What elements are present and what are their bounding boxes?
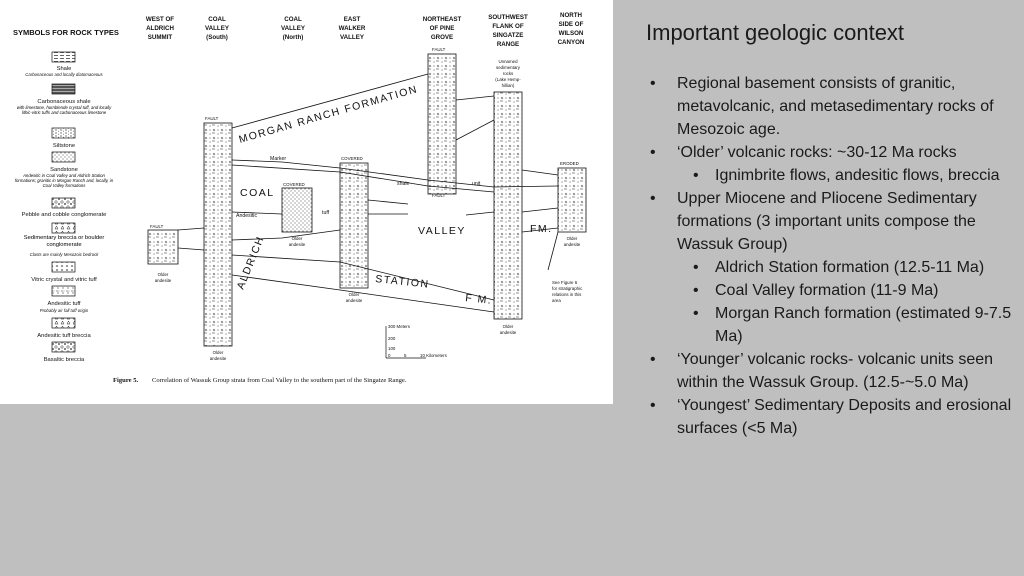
legend-label: Siltstone <box>52 143 76 149</box>
scale-label: 300 Meters <box>388 324 410 329</box>
legend <box>12 52 116 363</box>
legend-note: Carbonaceous and locally diatomaceous <box>25 72 103 77</box>
bullet-text: ‘Younger’ volcanic rocks- volcanic units seen within the Wassuk Group. (12.5-~5.0 Ma) <box>677 351 994 391</box>
unnamed-label: hillian) <box>501 83 515 88</box>
bullet-item <box>630 394 1015 440</box>
column-header: WILSON <box>558 30 584 37</box>
legend-swatch-andesitic-tuff-breccia <box>52 318 75 328</box>
legend-swatch-siltstone <box>52 128 75 138</box>
column-header: VALLEY <box>340 34 364 41</box>
unnamed-label: Unnamed <box>498 59 518 64</box>
scale-label: 0 <box>388 353 391 358</box>
legend-swatch-conglomerate <box>52 198 75 208</box>
eroded-label: ERODED <box>560 161 579 166</box>
legend-swatch-sandstone <box>52 152 75 162</box>
fault-label: FAULT <box>432 193 446 198</box>
column-header: COAL <box>284 16 302 23</box>
slide-text-panel <box>630 14 1015 564</box>
unnamed-label: (Lake Hemp- <box>495 77 521 82</box>
station-label: STATION <box>374 273 431 291</box>
legend-note: Clasts are mainly Mesozoic bedrock <box>29 252 99 257</box>
legend-label: Sandstone <box>50 167 78 173</box>
column-coal-valley-north <box>282 188 312 232</box>
column-header: (North) <box>282 34 304 41</box>
legend-title: SYMBOLS FOR ROCK TYPES <box>13 28 119 37</box>
scale-bar <box>386 324 448 358</box>
fault-label: FAULT <box>432 47 446 52</box>
sub-bullet-item <box>677 302 1015 348</box>
andesitic-label: Andesitic <box>236 213 258 219</box>
scale-label: 200 <box>388 336 396 341</box>
column-header: SINGATZE <box>492 32 524 39</box>
legend-label: Carbonaceous shale <box>37 99 91 105</box>
legend-label: Sedimentary breccia or boulder conglomerate <box>23 235 105 248</box>
covered-label: COVERED <box>341 156 363 161</box>
column-east-walker <box>340 163 368 288</box>
scale-label: 5 <box>404 353 407 358</box>
correlation-diagram <box>0 0 613 404</box>
sub-bullet-item <box>677 164 1015 187</box>
shale-label: shale <box>397 181 410 187</box>
coal-label: COAL <box>240 187 275 199</box>
morgan-ranch-label: MORGAN RANCH FORMATION <box>237 83 420 146</box>
andesite-label: andesite <box>209 356 227 361</box>
andesite-label: andesite <box>154 278 172 283</box>
legend-label: Vitric crystal and vitric tuff <box>31 277 97 283</box>
bullet-text: Regional basement consists of granitic, metavolcanic, and metasedimentary rocks of Mesozoic age. <box>677 75 994 138</box>
legend-swatch-shale <box>52 52 75 62</box>
column-header: NORTH <box>560 12 582 19</box>
column-header: COAL <box>208 16 226 23</box>
column-coal-valley-south <box>204 123 232 346</box>
unit-label: unit <box>472 181 481 187</box>
legend-note: Probably air fall tuff origin <box>39 308 89 313</box>
legend-swatch-carbonaceous-shale <box>52 84 75 94</box>
unnamed-label: rocks <box>502 71 514 76</box>
legend-label: Basaltic breccia <box>43 357 85 363</box>
bullet-list <box>630 72 1015 440</box>
bullet-item <box>630 348 1015 394</box>
bullet-item <box>630 187 1015 348</box>
column-header: (South) <box>206 34 228 41</box>
andesite-label: andesite <box>288 242 306 247</box>
older-label: Older <box>566 236 578 241</box>
older-label: Older <box>157 272 169 277</box>
scale-label: 10 Kilometers <box>420 353 447 358</box>
column-west-aldrich <box>148 230 178 264</box>
column-header: OF PINE <box>429 25 455 32</box>
valley-label: VALLEY <box>418 225 466 237</box>
caption-label: Figure 5. <box>113 377 139 384</box>
bullet-text: Upper Miocene and Pliocene Sedimentary formations (3 important units compose the Wassuk Group) <box>677 190 977 253</box>
legend-swatch-andesitic-tuff <box>52 286 75 296</box>
scale-label: 100 <box>388 346 396 351</box>
legend-swatch-vitric-tuff <box>52 262 75 272</box>
bullet-text: ‘Youngest’ Sedimentary Deposits and erosional surfaces (<5 Ma) <box>677 397 1012 437</box>
fm-label: F M. <box>464 292 493 307</box>
legend-label: Andesitic tuff breccia <box>37 333 91 339</box>
unnamed-label: sedimentary <box>496 65 520 70</box>
column-header: SIDE OF <box>558 21 584 28</box>
sub-bullet-text: Aldrich Station formation (12.5-11 Ma) <box>715 259 985 276</box>
legend-note-wrap <box>16 105 112 125</box>
see-figure-note: area <box>552 298 561 303</box>
bullet-text: ‘Older’ volcanic rocks: ~30-12 Ma rocks <box>677 144 957 161</box>
figure-caption: Correlation of Wassuk Group strata from Coal Valley to the southern part of the Singatze Range. <box>152 377 407 384</box>
column-header: FLANK OF <box>492 23 524 30</box>
column-header: ALDRICH <box>146 25 174 32</box>
column-header: WEST OF <box>145 16 175 23</box>
older-label: Older <box>502 324 514 329</box>
column-header: SOUTHWEST <box>488 14 528 21</box>
column-header: WALKER <box>338 25 366 32</box>
tuff-label: tuff <box>322 210 330 216</box>
fault-label: FAULT <box>205 116 219 121</box>
marker-label: Marker <box>270 156 287 162</box>
older-label: Older <box>291 236 303 241</box>
column-singatze <box>494 92 522 319</box>
see-figure-note: relations in this <box>552 292 582 297</box>
sub-bullet-text: Morgan Ranch formation (estimated 9-7.5 Ma) <box>715 305 1012 345</box>
older-label: Older <box>348 292 360 297</box>
sub-bullet-list <box>677 164 1015 187</box>
column-header: VALLEY <box>281 25 305 32</box>
andesite-label: andesite <box>345 298 363 303</box>
sub-bullet-text: Coal Valley formation (11-9 Ma) <box>715 282 939 299</box>
sub-bullet-item <box>677 279 1015 302</box>
legend-note: with limestone, hornblende crystal tuff, and locally lithic-vitric tuffs and carbonaceous limestone <box>16 105 112 115</box>
legend-note-wrap <box>12 173 116 197</box>
legend-swatch-breccia <box>52 223 75 233</box>
legend-label: Shale <box>56 66 72 72</box>
andesite-label: andesite <box>499 330 517 335</box>
column-header: NORTHEAST <box>422 16 462 23</box>
column-headers <box>146 12 585 48</box>
sub-bullet-list <box>677 256 1015 348</box>
legend-label: Andesitic tuff <box>47 301 81 307</box>
column-header: SUMMIT <box>147 34 173 41</box>
bullet-item <box>630 141 1015 187</box>
column-wilson-canyon <box>558 168 586 232</box>
see-figure-note: See Figure 6 <box>552 280 578 285</box>
sub-bullet-text: Ignimbrite flows, andesitic flows, breccia <box>715 167 1000 184</box>
legend-note: Andesitic in Coal Valley and Aldrich Station formations; granitic in Morgan Ranch and, locally, in Coal Valley formations <box>14 173 114 188</box>
older-label: Older <box>212 350 224 355</box>
column-header: RANGE <box>496 41 520 48</box>
fm-label: FM. <box>530 223 553 235</box>
column-header: CANYON <box>557 39 585 46</box>
covered-label: COVERED <box>283 182 305 187</box>
stratigraphic-figure <box>0 0 613 404</box>
fault-label: FAULT <box>150 224 164 229</box>
andesite-label: andesite <box>563 242 581 247</box>
column-header: EAST <box>343 16 361 23</box>
column-pine-grove <box>428 54 456 194</box>
aldrich-label: ALDRICH <box>234 234 267 292</box>
bullet-item <box>630 72 1015 141</box>
see-figure-note: for stratigraphic <box>552 286 583 291</box>
sub-bullet-item <box>677 256 1015 279</box>
column-header: GROVE <box>430 34 454 41</box>
column-header: VALLEY <box>205 25 229 32</box>
legend-label: Pebble and cobble conglomerate <box>21 212 107 218</box>
slide-title: Important geologic context <box>646 20 905 45</box>
legend-swatch-basaltic-breccia <box>52 342 75 352</box>
